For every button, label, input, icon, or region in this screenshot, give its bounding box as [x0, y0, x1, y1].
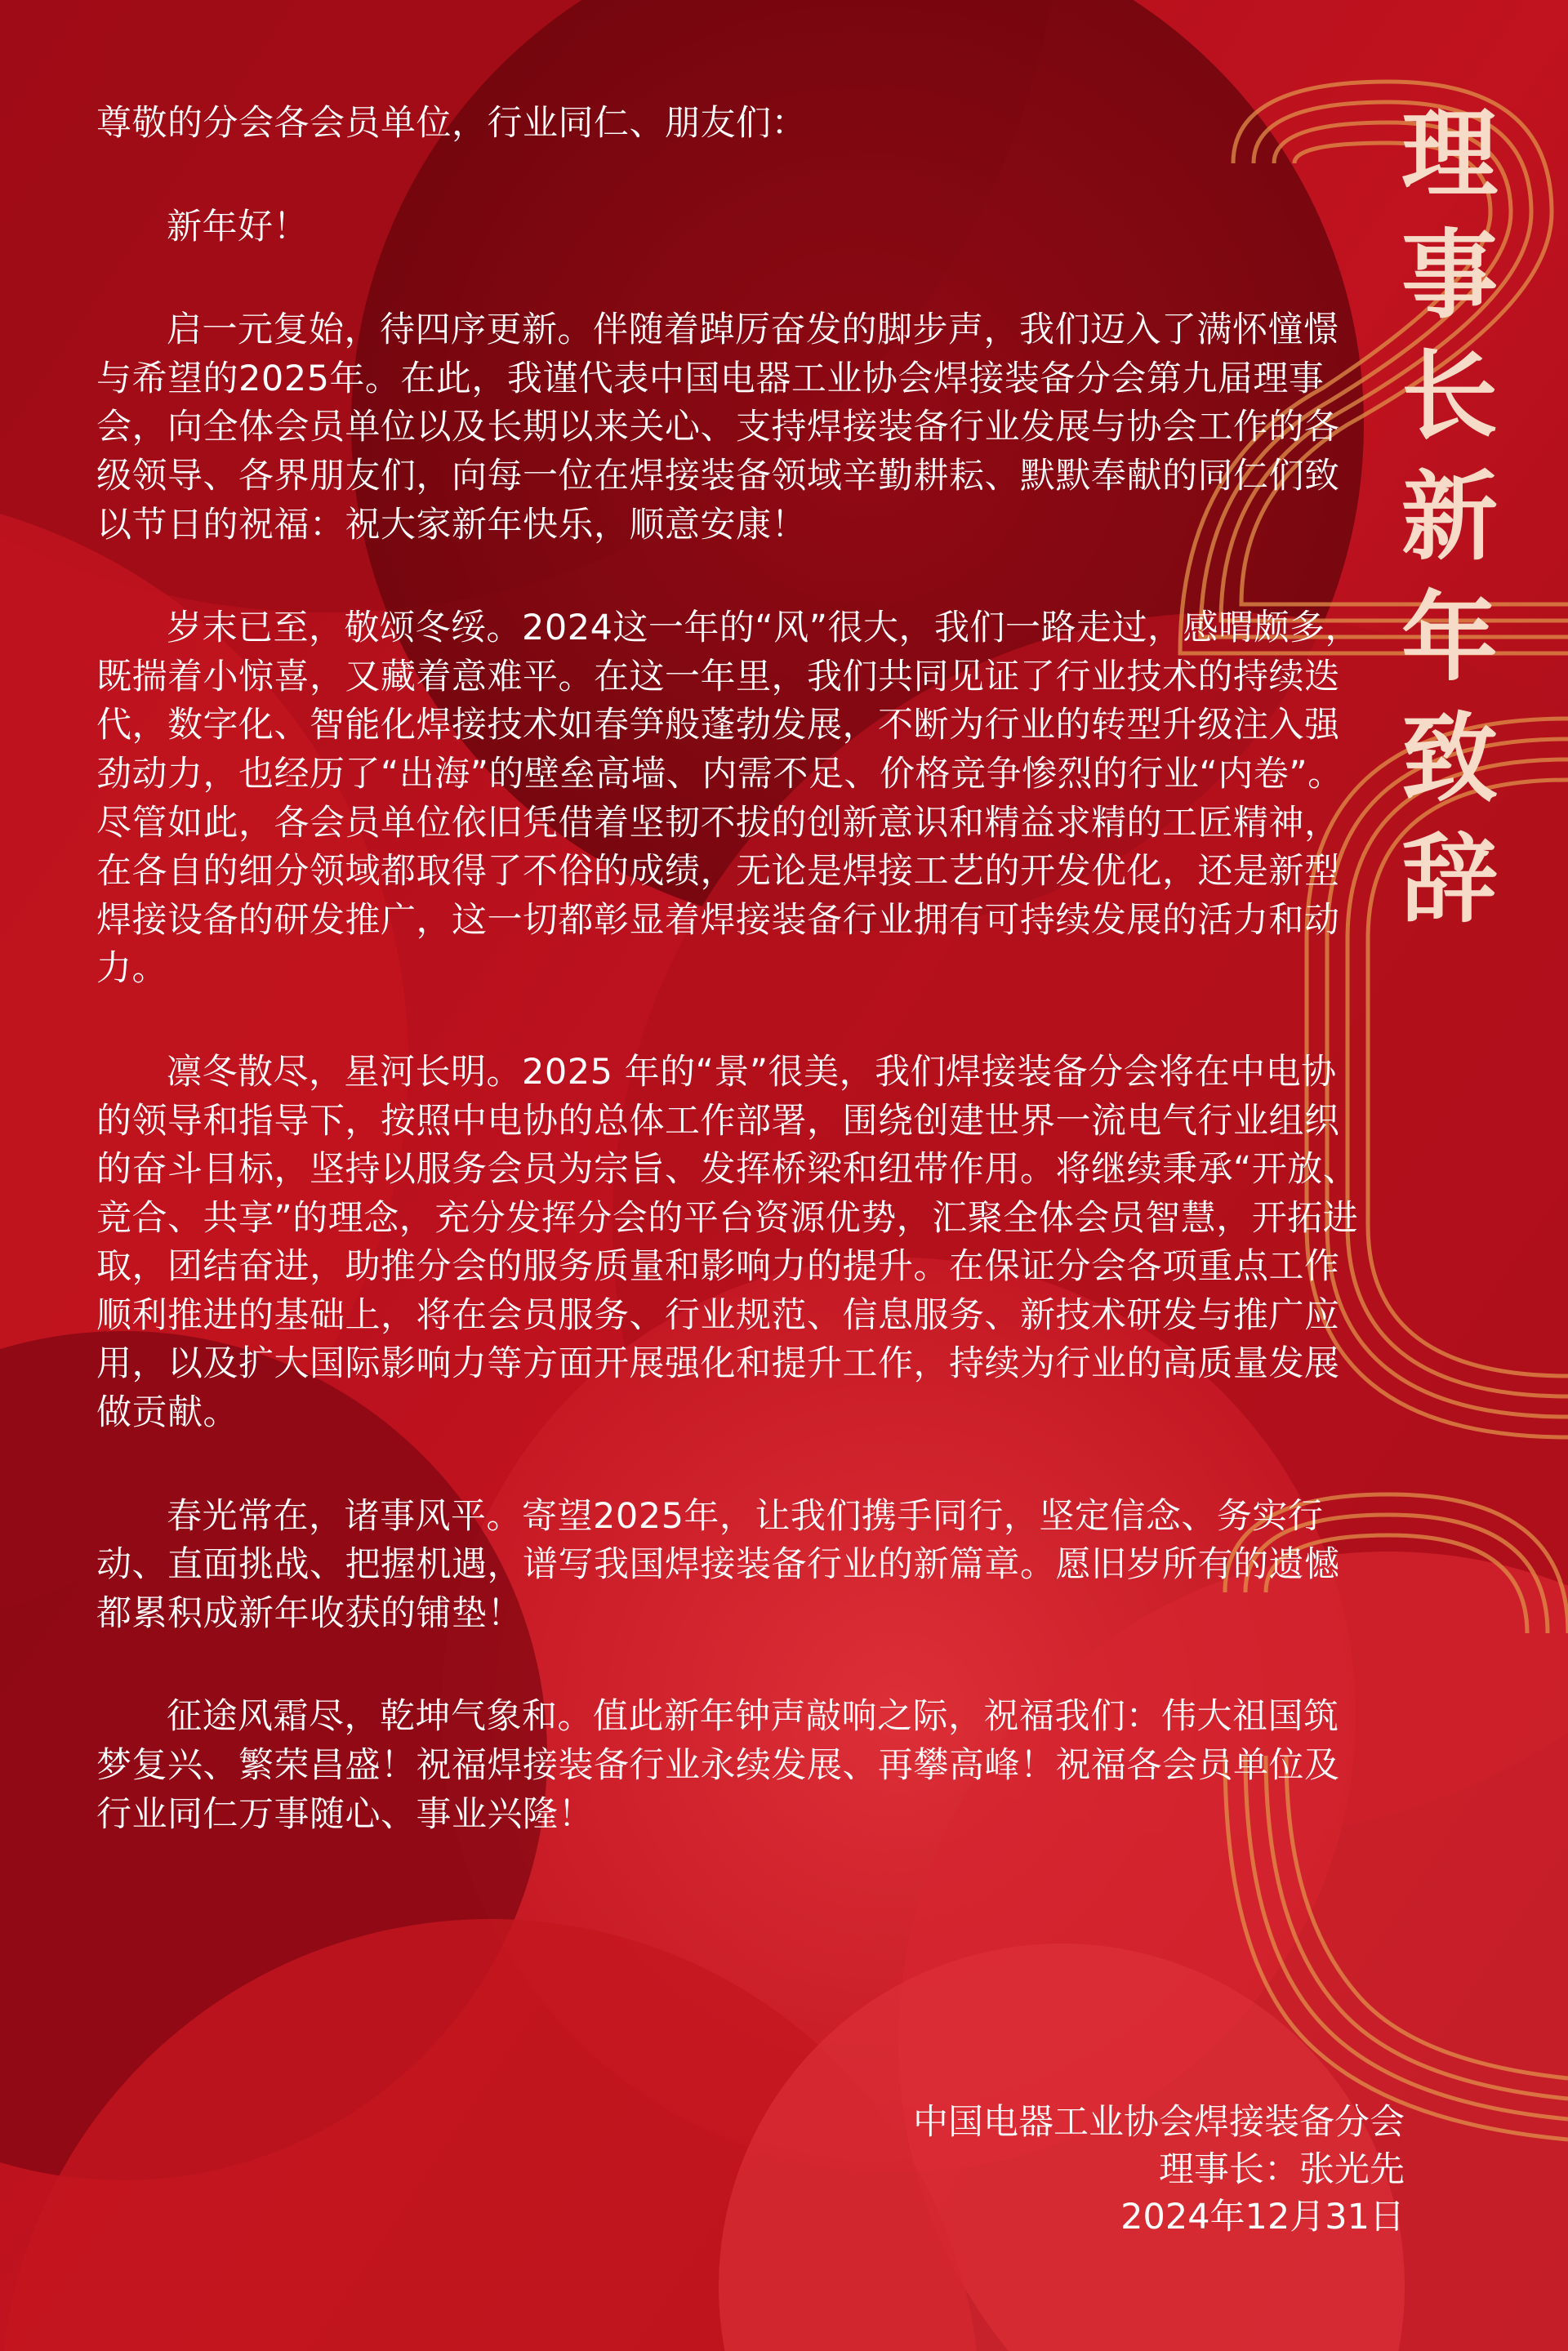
- paragraph: 岁末已至，敬颂冬绥。2024这一年的“风”很大，我们一路走过，感喟颇多，既揣着小惊喜，又藏着意难平。在这一年里，我们共同见证了行业技术的持续迭代，数字化、智能化焊接技术如春笋般蓬勃发展，不断为行业的转型升级注入强劲动力，也经历了“出海”的壁垒高墙、内需不足、价格竞争惨烈的行业“内卷”。尽管如此，各会员单位依旧凭借着坚韧不拔的创新意识和精益求精的工匠精神，在各自的细分领域都取得了不俗的成绩，无论是焊接工艺的开发优化，还是新型焊接设备的研发推广，这一切都彰显着焊接装备行业拥有可持续发展的活力和动力。: [96, 608, 1361, 990]
- salutation: 尊敬的分会各会员单位，行业同仁、朋友们：: [96, 103, 807, 144]
- signature-org: 中国电器工业协会焊接装备分会: [913, 2102, 1405, 2143]
- title-char: 年: [1401, 581, 1498, 694]
- vertical-title: [1388, 94, 1511, 940]
- signature-chair: 理事长：张光先: [1159, 2149, 1405, 2190]
- signature-date: 2024年12月31日: [1120, 2197, 1405, 2237]
- title-char: 辞: [1401, 823, 1498, 936]
- title-char: 理: [1401, 98, 1498, 211]
- greeting: 新年好！: [167, 206, 309, 247]
- paragraph: 征途风霜尽，乾坤气象和。值此新年钟声敲响之际，祝福我们：伟大祖国筑梦复兴、繁荣昌盛！祝福焊接装备行业永续发展、再攀高峰！祝福各会员单位及行业同仁万事随心、事业兴隆！: [96, 1696, 1340, 1835]
- paragraph: 启一元复始，待四序更新。伴随着踔厉奋发的脚步声，我们迈入了满怀憧憬与希望的2025年。在此，我谨代表中国电器工业协会焊接装备分会第九届理事会，向全体会员单位以及长期以来关心、支持焊接装备行业发展与协会工作的各级领导、各界朋友们，向每一位在焊接装备领域辛勤耕耘、默默奉献的同仁们致以节日的祝福：祝大家新年快乐，顺意安康！: [96, 309, 1340, 545]
- letter-body: [96, 100, 1370, 1839]
- title-char: 事: [1401, 219, 1498, 332]
- title-char: 长: [1401, 340, 1498, 452]
- signature-block: [735, 2099, 1405, 2241]
- paragraph: 春光常在，诸事风平。寄望2025年，让我们携手同行，坚定信念、务实行动、直面挑战、把握机遇，谱写我国焊接装备行业的新篇章。愿旧岁所有的遗憾都累积成新年收获的铺垫！: [96, 1495, 1340, 1634]
- title-char: 新: [1401, 461, 1498, 573]
- title-char: 致: [1401, 702, 1498, 815]
- paragraph: 凛冬散尽，星河长明。2025 年的“景”很美，我们焊接装备分会将在中电协的领导和指导下，按照中电协的总体工作部署，围绕创建世界一流电气行业组织的奋斗目标，坚持以服务会员为宗旨、发挥桥梁和纽带作用。将继续秉承“开放、竞合、共享”的理念，充分发挥分会的平台资源优势，汇聚全体会员智慧，开拓进取，团结奋进，助推分会的服务质量和影响力的提升。在保证分会各项重点工作顺利推进的基础上，将在会员服务、行业规范、信息服务、新技术研发与推广应用，以及扩大国际影响力等方面开展强化和提升工作，持续为行业的高质量发展做贡献。: [96, 1051, 1359, 1434]
